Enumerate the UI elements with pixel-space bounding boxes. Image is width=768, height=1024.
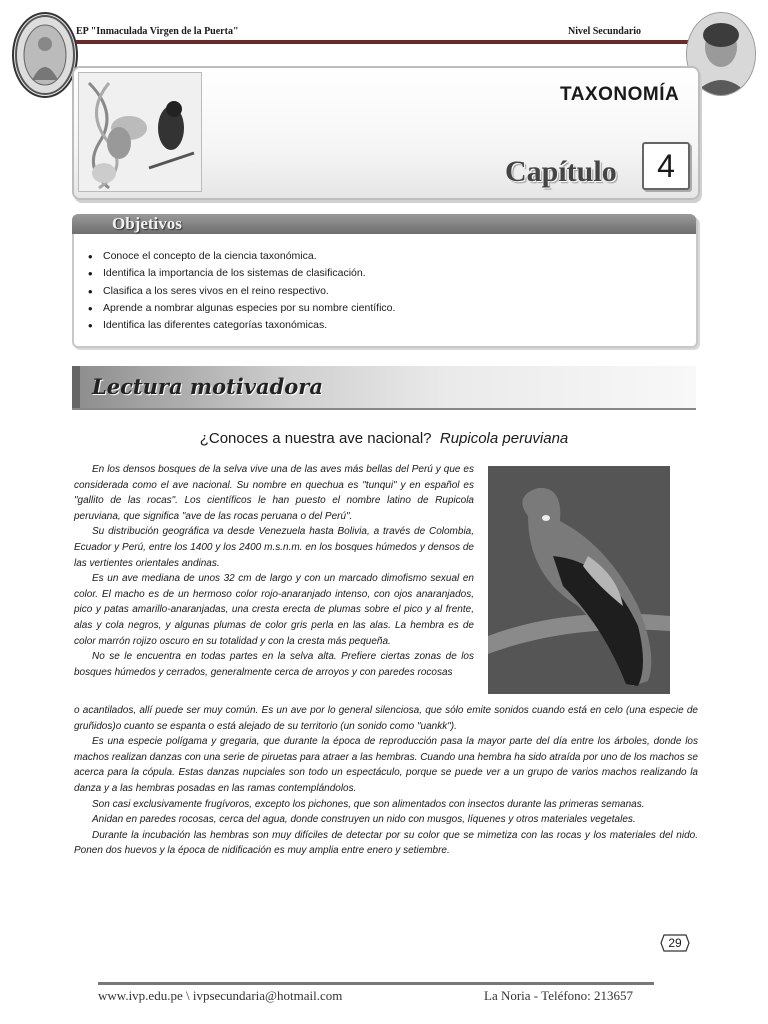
objective-item: • Clasifica a los seres vivos en el reino respectivo. bbox=[88, 283, 395, 300]
reading-paragraph: Son casi exclusivamente frugívoros, excepto los pichones, que son alimentados con insectos durante las primeras semanas. bbox=[92, 798, 645, 810]
species-name: Rupicola peruviana bbox=[439, 430, 569, 447]
chapter-word: Capítulo bbox=[505, 155, 617, 188]
reading-text-full bbox=[74, 703, 698, 859]
school-seal-logo bbox=[12, 12, 78, 98]
header-divider bbox=[76, 40, 688, 44]
objectives-title: Objetivos bbox=[112, 214, 182, 233]
school-name: EP "Inmaculada Virgen de la Puerta" bbox=[76, 26, 239, 37]
objective-item: • Identifica la importancia de los sistemas de clasificación. bbox=[88, 265, 395, 282]
footer-address: La Noria - Teléfono: 213657 bbox=[484, 988, 634, 1003]
reading-paragraph: Es un ave mediana de unos 32 cm de largo y con un marcado dimofismo sexual en color. El macho es de un hermoso color rojo-anaranjado intenso, con ojos anaranjados, pico y patas amarillo-anaranjadas, una cresta erecta de plumas sobre el pico y al frente, alas y cola negros, y algunas plumas de color gris perla en las alas. La hembra es de color marrón rojizo oscuro en su totalidad y con la cresta más pequeña. bbox=[74, 573, 474, 647]
objective-item: • Identifica las diferentes categorías taxonómicas. bbox=[88, 317, 395, 334]
chapter-illustration bbox=[78, 72, 202, 192]
reading-paragraph: o acantilados, allí puede ser muy común. Es un ave por lo general silenciosa, que sólo emite sonidos cuando está en celo (una especie de gruñidos)o cuanto se espanta o está alejado de su territorio (un sonido como "uankk"). bbox=[74, 705, 698, 732]
chapter-number: 4 bbox=[642, 142, 690, 190]
footer-contact: www.ivp.edu.pe \ ivpsecundaria@hotmail.com bbox=[98, 988, 343, 1003]
bird-photo bbox=[488, 466, 670, 694]
page-number-badge bbox=[660, 934, 690, 952]
reading-banner-edge bbox=[72, 366, 80, 408]
reading-title: Lectura motivadora bbox=[92, 374, 323, 399]
objective-item: • Conoce el concepto de la ciencia taxonómica. bbox=[88, 248, 395, 265]
reading-subtitle bbox=[0, 430, 768, 447]
reading-text-wrapped bbox=[74, 462, 474, 680]
reading-paragraph: Anidan en paredes rocosas, cerca del agua, donde construyen un nido con musgos, líquenes y otros materiales vegetales. bbox=[92, 814, 636, 826]
page-number: 29 bbox=[668, 936, 682, 950]
reading-paragraph: En los densos bosques de la selva vive una de las aves más bellas del Perú y que es considerada como el ave nacional. Su nombre en quechua es "tunqui" y en español es "gallito de las rocas". Los científicos le han puesto el nombre latino de Rupicola peruviana, que significa "ave de las rocas peruana o del Perú". bbox=[74, 464, 474, 522]
reading-paragraph: No se le encuentra en todas partes en la selva alta. Prefiere ciertas zonas de los bosques húmedos y cerrados, generalmente cerca de arroyos y con paredes rocosas bbox=[74, 651, 474, 678]
footer-divider bbox=[98, 982, 654, 985]
objectives-list bbox=[88, 248, 395, 334]
reading-paragraph: Durante la incubación las hembras son muy difíciles de detectar por su color que se mimetiza con las rocas y los materiales del nido. Ponen dos huevos y la época de nidificación es muy amplia entre enero y setiembre. bbox=[74, 829, 698, 857]
chapter-topic: TAXONOMÍA bbox=[560, 84, 680, 105]
level-label: Nivel Secundario bbox=[568, 26, 642, 37]
reading-question: ¿Conoces a nuestra ave nacional? bbox=[199, 430, 432, 447]
reading-paragraph: Su distribución geográfica va desde Venezuela hasta Bolivia, a través de Colombia, Ecuador y Perú, entre los 1400 y los 2400 m.s.n.m. en los bosques húmedos y densos de las vertientes orientales andinas. bbox=[74, 526, 474, 569]
reading-paragraph: Es una especie polígama y gregaria, que durante la época de reproducción pasa la mayor parte del día entre los árboles, donde los machos realizan danzas con una serie de piruetas para atraer a las hembras. Cuando una hembra ha sido atraída por uno de los machos se acerca para la cópula. Estas danzas nupciales son todo un espectáculo, porque se puede ver a un grupo de varios machos realizando la danza y a las hembras posadas en las ramas contemplándolos. bbox=[74, 736, 698, 794]
objective-item: • Aprende a nombrar algunas especies por su nombre científico. bbox=[88, 300, 395, 317]
